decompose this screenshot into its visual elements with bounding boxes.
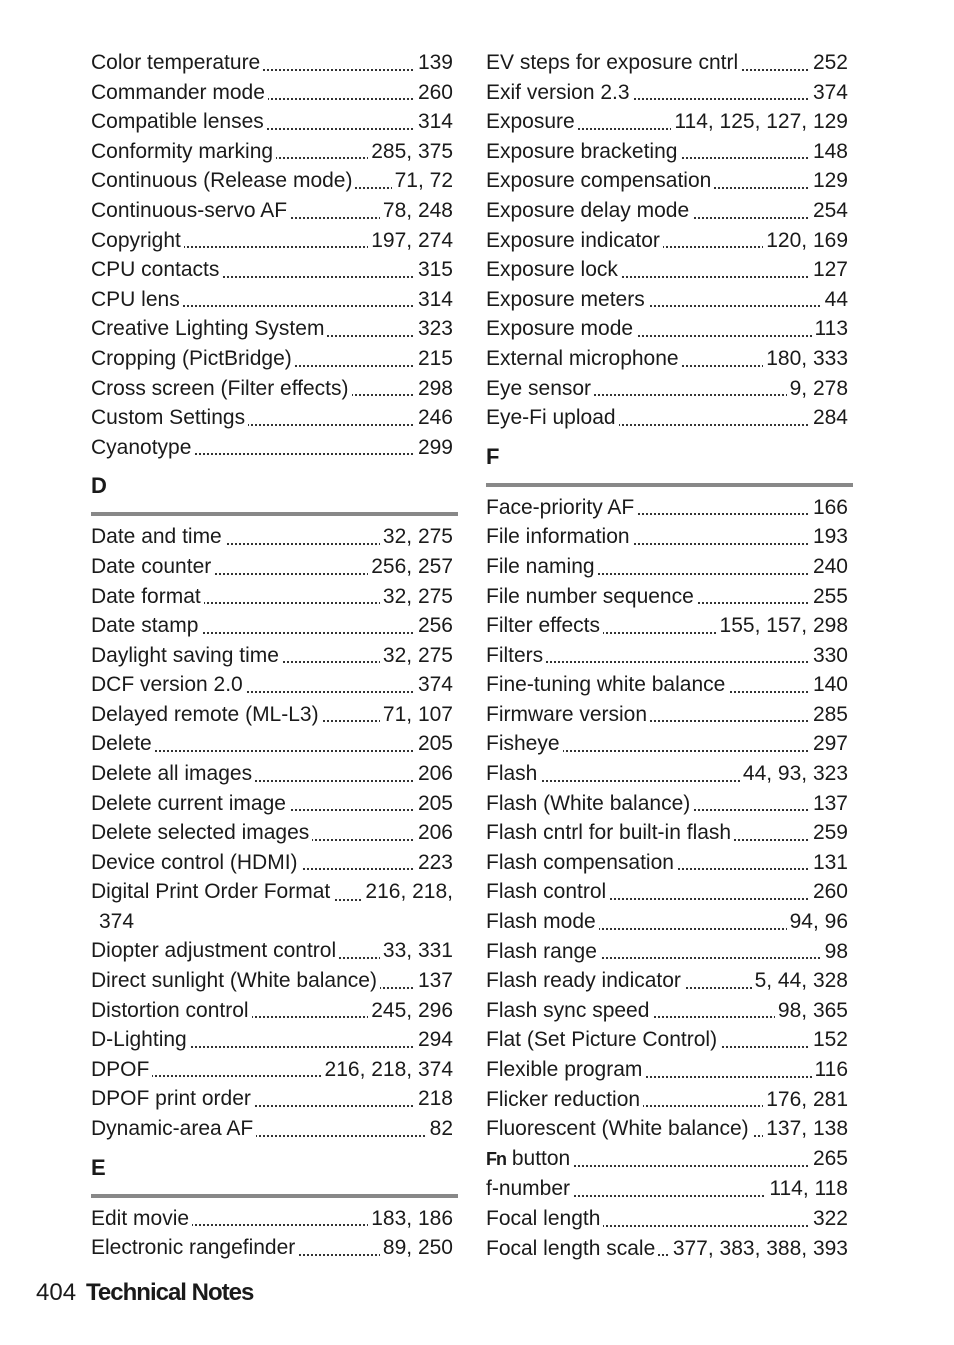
index-entry <box>486 1055 848 1085</box>
index-term: Focal length <box>486 1207 603 1230</box>
index-pages: 94, 96 <box>787 907 848 937</box>
page-number: 404 <box>36 1279 77 1306</box>
index-entry <box>486 522 848 552</box>
index-term: Cyanotype <box>91 436 194 459</box>
index-pages: 284 <box>810 403 848 433</box>
index-pages: 374 <box>415 670 453 700</box>
index-pages: 206 <box>415 818 453 848</box>
index-term: Dynamic-area AF <box>91 1117 256 1140</box>
index-pages-continued: 374 <box>99 907 137 936</box>
index-entry <box>91 255 453 285</box>
index-pages: 285, 375 <box>368 137 453 167</box>
index-pages: 285 <box>810 700 848 730</box>
index-term: Firmware version <box>486 703 650 726</box>
index-entry <box>91 1114 453 1144</box>
index-pages: 218 <box>415 1084 453 1114</box>
index-term: Delete current image <box>91 792 289 815</box>
index-entry <box>486 552 848 582</box>
index-entry <box>91 1055 453 1085</box>
section-heading-d: D <box>91 474 458 516</box>
index-entry <box>486 759 848 789</box>
index-pages: 265 <box>810 1144 848 1174</box>
index-pages: 256 <box>415 611 453 641</box>
index-entry <box>91 848 453 878</box>
index-entry <box>91 966 453 996</box>
index-entry <box>486 877 848 907</box>
index-term: Continuous (Release mode) <box>91 169 355 192</box>
index-term: Filters <box>486 644 546 667</box>
index-pages: 297 <box>810 729 848 759</box>
index-term: Exposure <box>486 110 578 133</box>
entry-list <box>486 493 848 1144</box>
index-term: EV steps for exposure cntrl <box>486 51 741 74</box>
index-pages: 256, 257 <box>368 552 453 582</box>
index-term: Date stamp <box>91 614 201 637</box>
entry-list <box>91 936 453 1143</box>
index-entry <box>91 611 453 641</box>
index-term: Custom Settings <box>91 406 248 429</box>
index-term: Date counter <box>91 555 214 578</box>
index-entry <box>91 789 453 819</box>
index-pages: 137, 138 <box>763 1114 848 1144</box>
index-term: Delayed remote (ML-L3) <box>91 703 322 726</box>
index-pages: 89, 250 <box>380 1233 453 1263</box>
index-entry <box>486 611 848 641</box>
index-entry <box>486 641 848 671</box>
index-entry <box>91 48 453 78</box>
index-pages: 120, 169 <box>763 226 848 256</box>
index-pages: 180, 333 <box>763 344 848 374</box>
index-pages: 252 <box>810 48 848 78</box>
index-entry <box>486 107 848 137</box>
index-term: Exposure bracketing <box>486 140 680 163</box>
index-term: Color temperature <box>91 51 263 74</box>
index-pages: 137 <box>415 966 453 996</box>
index-entry <box>486 1144 848 1175</box>
index-term: Cropping (PictBridge) <box>91 347 295 370</box>
index-term: External microphone <box>486 347 682 370</box>
index-term: Digital Print Order Format <box>91 880 333 903</box>
index-pages: 259 <box>810 818 848 848</box>
entry-list <box>91 522 453 877</box>
index-entry <box>91 374 453 404</box>
index-entry <box>91 818 453 848</box>
index-entry <box>91 936 453 966</box>
index-term: DPOF print order <box>91 1087 254 1110</box>
index-term: Date and time <box>91 525 225 548</box>
index-pages: 260 <box>810 877 848 907</box>
index-pages: 9, 278 <box>787 374 848 404</box>
index-pages: 5, 44, 328 <box>752 966 848 996</box>
index-entry <box>91 403 453 433</box>
index-column-left <box>91 48 453 1263</box>
index-pages: 139 <box>415 48 453 78</box>
index-pages: 176, 281 <box>763 1085 848 1115</box>
index-term: Filter effects <box>486 614 603 637</box>
index-term <box>486 1147 573 1170</box>
index-entry <box>91 78 453 108</box>
index-entry <box>486 582 848 612</box>
index-entry <box>486 670 848 700</box>
index-entry <box>91 285 453 315</box>
index-term: Delete selected images <box>91 821 312 844</box>
index-term: Fisheye <box>486 732 563 755</box>
index-pages: 98 <box>822 937 848 967</box>
index-pages: 152 <box>810 1025 848 1055</box>
index-entry <box>486 78 848 108</box>
index-pages: 374 <box>810 78 848 108</box>
index-pages: 240 <box>810 552 848 582</box>
index-term: Exposure meters <box>486 288 648 311</box>
index-term: File information <box>486 525 633 548</box>
index-term: Flash <box>486 762 540 785</box>
index-term: Commander mode <box>91 81 268 104</box>
index-entry <box>486 374 848 404</box>
index-term: Direct sunlight (White balance) <box>91 969 380 992</box>
entry-list <box>486 48 848 433</box>
index-entry <box>486 700 848 730</box>
index-term: Continuous-servo AF <box>91 199 290 222</box>
index-term: Distortion control <box>91 999 252 1022</box>
index-entry <box>91 314 453 344</box>
index-term: CPU lens <box>91 288 183 311</box>
index-term: Flexible program <box>486 1058 645 1081</box>
index-pages: 314 <box>415 107 453 137</box>
fn-term-text: button <box>506 1146 571 1170</box>
index-pages: 223 <box>415 848 453 878</box>
index-entry <box>486 907 848 937</box>
index-term: Date format <box>91 585 204 608</box>
index-pages: 71, 72 <box>392 166 453 196</box>
index-pages: 245, 296 <box>368 996 453 1026</box>
index-column-right <box>486 48 848 1263</box>
index-entry <box>486 285 848 315</box>
index-term: Exposure delay mode <box>486 199 692 222</box>
index-term: Flash compensation <box>486 851 677 874</box>
index-entry <box>486 255 848 285</box>
index-entry <box>486 137 848 167</box>
index-entry <box>91 1204 453 1234</box>
index-pages: 137 <box>810 789 848 819</box>
index-term: Daylight saving time <box>91 644 282 667</box>
index-term: Delete <box>91 732 155 755</box>
index-entry <box>91 433 453 463</box>
index-pages: 114, 118 <box>766 1174 848 1204</box>
fn-key-label: Fn <box>486 1148 506 1169</box>
index-pages: 32, 275 <box>380 582 453 612</box>
section-title: Technical Notes <box>86 1279 254 1306</box>
index-pages: 32, 275 <box>380 641 453 671</box>
index-pages: 155, 157, 298 <box>717 611 848 641</box>
index-pages: 205 <box>415 729 453 759</box>
index-entry <box>91 1233 453 1263</box>
index-pages: 197, 274 <box>368 226 453 256</box>
index-term: Flat (Set Picture Control) <box>486 1028 720 1051</box>
index-entry <box>486 996 848 1026</box>
index-term: Device control (HDMI) <box>91 851 301 874</box>
index-entry <box>486 196 848 226</box>
index-entry <box>486 48 848 78</box>
index-pages: 71, 107 <box>380 700 453 730</box>
index-entry <box>486 1174 848 1204</box>
index-term: Focal length scale <box>486 1237 658 1260</box>
index-term: Flash sync speed <box>486 999 652 1022</box>
index-term: Edit movie <box>91 1207 192 1230</box>
index-pages: 140 <box>810 670 848 700</box>
index-entry <box>486 314 848 344</box>
index-entry <box>486 226 848 256</box>
index-term: Flash range <box>486 940 600 963</box>
entry-list <box>91 1204 453 1263</box>
index-entry <box>486 937 848 967</box>
index-term: Exposure mode <box>486 317 636 340</box>
index-pages: 32, 275 <box>380 522 453 552</box>
index-entry <box>91 166 453 196</box>
index-entry <box>91 877 453 936</box>
index-entry <box>486 818 848 848</box>
index-entry <box>91 344 453 374</box>
index-term: D-Lighting <box>91 1028 190 1051</box>
index-entry <box>486 789 848 819</box>
index-entry <box>486 848 848 878</box>
index-term: Eye-Fi upload <box>486 406 619 429</box>
index-pages: 129 <box>810 166 848 196</box>
index-entry <box>91 670 453 700</box>
index-pages: 314 <box>415 285 453 315</box>
index-pages: 216, 218, 374 <box>322 1055 453 1085</box>
index-term: Copyright <box>91 229 184 252</box>
section-heading-e: E <box>91 1156 458 1198</box>
index-term: Exposure lock <box>486 258 621 281</box>
index-entry <box>486 493 848 523</box>
index-pages: 114, 125, 127, 129 <box>671 107 848 137</box>
index-entry <box>486 966 848 996</box>
index-term: Diopter adjustment control <box>91 939 339 962</box>
index-entry <box>91 582 453 612</box>
index-term: Flash cntrl for built-in flash <box>486 821 734 844</box>
index-pages: 166 <box>810 493 848 523</box>
index-term: DPOF <box>91 1058 152 1081</box>
index-entry <box>91 226 453 256</box>
index-pages: 78, 248 <box>380 196 453 226</box>
index-pages: 330 <box>810 641 848 671</box>
index-pages: 260 <box>415 78 453 108</box>
index-pages: 148 <box>810 137 848 167</box>
index-entry <box>486 403 848 433</box>
index-term: Creative Lighting System <box>91 317 327 340</box>
index-pages: 98, 365 <box>775 996 848 1026</box>
index-pages: 193 <box>810 522 848 552</box>
index-pages: 127 <box>810 255 848 285</box>
index-pages: 255 <box>810 582 848 612</box>
index-term: Exif version 2.3 <box>486 81 633 104</box>
section-heading-f: F <box>486 445 853 487</box>
index-term: File naming <box>486 555 598 578</box>
index-pages: 294 <box>415 1025 453 1055</box>
index-term: Eye sensor <box>486 377 594 400</box>
index-entry <box>91 1025 453 1055</box>
index-pages: 377, 383, 388, 393 <box>670 1234 848 1264</box>
index-entry <box>91 1084 453 1114</box>
index-pages: 205 <box>415 789 453 819</box>
page-footer <box>36 1279 253 1307</box>
index-term: CPU contacts <box>91 258 222 281</box>
index-entry <box>91 137 453 167</box>
index-term: Cross screen (Filter effects) <box>91 377 352 400</box>
index-term: Fine-tuning white balance <box>486 673 728 696</box>
index-pages: 246 <box>415 403 453 433</box>
index-pages: 298 <box>415 374 453 404</box>
index-pages: 82 <box>427 1114 453 1144</box>
index-entry <box>486 344 848 374</box>
index-entry <box>91 107 453 137</box>
index-entry <box>486 729 848 759</box>
entry-list <box>91 48 453 462</box>
index-term: Delete all images <box>91 762 255 785</box>
index-term: f-number <box>486 1177 573 1200</box>
index-pages: 323 <box>415 314 453 344</box>
index-pages: 113 <box>812 314 848 344</box>
index-pages: 322 <box>810 1204 848 1234</box>
index-pages: 216, 218, <box>362 877 453 907</box>
index-entry <box>486 1114 848 1144</box>
index-entry <box>91 552 453 582</box>
index-pages: 215 <box>415 344 453 374</box>
index-pages: 44 <box>822 285 848 315</box>
index-pages: 183, 186 <box>368 1204 453 1234</box>
index-term: Flash ready indicator <box>486 969 684 992</box>
index-entry <box>91 759 453 789</box>
index-pages: 116 <box>812 1055 848 1085</box>
index-term: Compatible lenses <box>91 110 267 133</box>
index-entry <box>91 700 453 730</box>
index-entry <box>91 522 453 552</box>
index-term: Fluorescent (White balance) <box>486 1117 752 1140</box>
index-term: Flash (White balance) <box>486 792 693 815</box>
index-pages: 299 <box>415 433 453 463</box>
index-term: Flicker reduction <box>486 1088 643 1111</box>
index-pages: 206 <box>415 759 453 789</box>
index-entry <box>486 1085 848 1115</box>
index-term: Exposure indicator <box>486 229 663 252</box>
index-entry <box>486 1025 848 1055</box>
index-pages: 44, 93, 323 <box>740 759 848 789</box>
index-term: Flash control <box>486 880 609 903</box>
index-term: Flash mode <box>486 910 599 933</box>
index-term: Face-priority AF <box>486 496 637 519</box>
index-entry <box>91 996 453 1026</box>
index-entry <box>91 196 453 226</box>
index-entry <box>91 729 453 759</box>
entry-list <box>486 1174 848 1263</box>
index-pages: 315 <box>415 255 453 285</box>
index-term: Electronic rangefinder <box>91 1236 298 1259</box>
index-pages: 131 <box>810 848 848 878</box>
index-term: Conformity marking <box>91 140 276 163</box>
index-entry <box>91 641 453 671</box>
index-entry <box>486 1204 848 1234</box>
index-entry <box>486 166 848 196</box>
index-term: Exposure compensation <box>486 169 714 192</box>
index-term: DCF version 2.0 <box>91 673 246 696</box>
index-term: File number sequence <box>486 585 697 608</box>
index-pages: 33, 331 <box>380 936 453 966</box>
index-entry <box>486 1234 848 1264</box>
index-pages: 254 <box>810 196 848 226</box>
